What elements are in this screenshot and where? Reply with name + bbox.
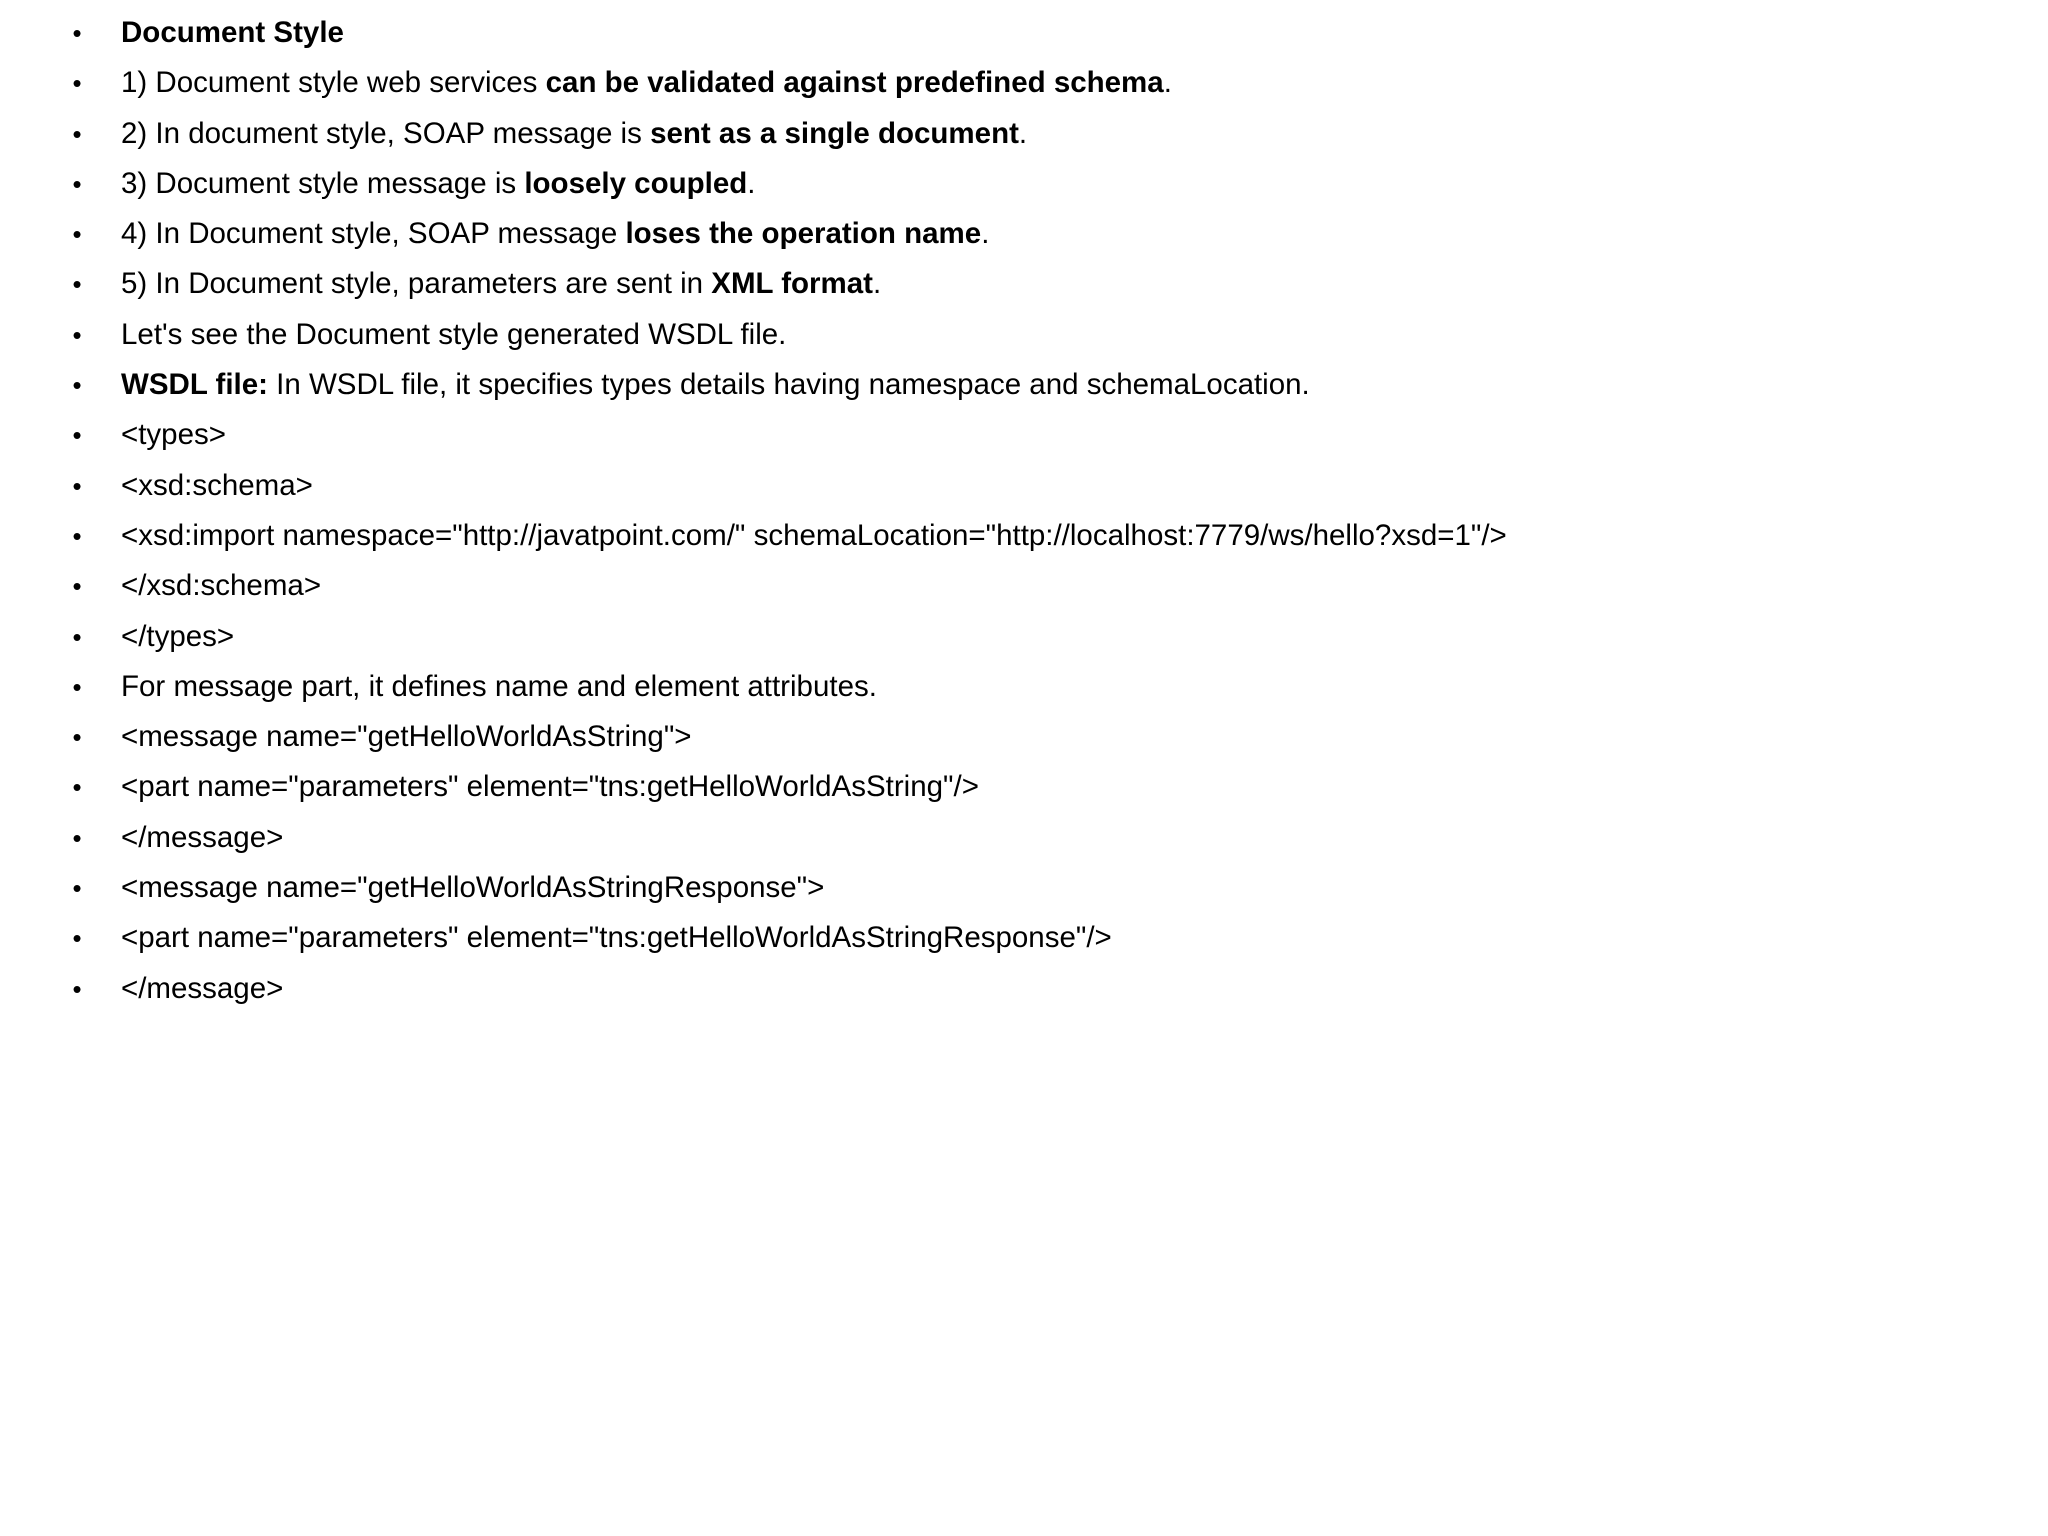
text-run: <part name="parameters" element="tns:getHelloWorldAsString"/> bbox=[121, 770, 979, 804]
text-run: . bbox=[872, 267, 882, 301]
bullet-text bbox=[121, 58, 1172, 108]
bullet-text bbox=[121, 561, 321, 611]
bullet-dot-icon: • bbox=[72, 772, 82, 803]
bullet-item bbox=[0, 813, 2048, 863]
bullet-text bbox=[121, 662, 877, 712]
bold-text-run: WSDL file: bbox=[121, 368, 268, 402]
text-run: <message name="getHelloWorldAsStringResponse"> bbox=[121, 871, 825, 905]
bullet-dot-icon: • bbox=[72, 621, 82, 652]
bullet-item bbox=[0, 863, 2048, 913]
bullet-text bbox=[121, 813, 283, 863]
text-run: . bbox=[747, 166, 756, 200]
bullet-dot-icon: • bbox=[72, 520, 82, 551]
text-run: </types> bbox=[121, 619, 235, 653]
bullet-item bbox=[0, 561, 2048, 611]
bullet-item bbox=[0, 58, 2048, 108]
text-run: 5) In Document style, parameters are sent in bbox=[121, 267, 712, 301]
bullet-dot-icon: • bbox=[72, 18, 82, 48]
text-run: In WSDL file, it specifies types details having namespace and schemaLocation. bbox=[267, 368, 1310, 402]
bullet-text bbox=[121, 209, 989, 259]
bullet-text bbox=[121, 863, 824, 913]
bullet-item bbox=[0, 511, 2048, 561]
bullet-dot-icon: • bbox=[72, 420, 82, 451]
bullet-item bbox=[0, 712, 2048, 762]
bullet-dot-icon: • bbox=[72, 973, 82, 1004]
bullet-item bbox=[0, 762, 2048, 812]
text-run: 1) Document style web services bbox=[121, 66, 546, 100]
bullet-dot-icon: • bbox=[72, 319, 82, 350]
bullet-item bbox=[0, 410, 2048, 460]
bullet-dot-icon: • bbox=[72, 68, 82, 99]
text-run: </message> bbox=[121, 820, 284, 854]
bold-text-run: can be validated against predefined schema bbox=[545, 66, 1164, 100]
text-run: . bbox=[981, 217, 990, 251]
bullet-dot-icon: • bbox=[72, 269, 82, 300]
bold-text-run: XML format bbox=[711, 267, 873, 301]
text-run: . bbox=[1018, 116, 1028, 150]
bullet-text bbox=[121, 410, 226, 460]
bullet-dot-icon: • bbox=[72, 470, 82, 501]
text-run: Let's see the Document style generated WSDL file. bbox=[121, 317, 787, 351]
bullet-item bbox=[0, 964, 2048, 1014]
bullet-item bbox=[0, 310, 2048, 360]
text-run: <xsd:import namespace="http://javatpoint.com/" schemaLocation="http://localhost:7779/ws/hello?xsd=1"/> bbox=[121, 518, 1507, 552]
bullet-item bbox=[0, 8, 2048, 58]
bullet-dot-icon: • bbox=[72, 873, 82, 904]
bullet-dot-icon: • bbox=[72, 370, 82, 401]
bullet-text bbox=[121, 612, 234, 662]
bullet-item bbox=[0, 913, 2048, 963]
text-run: For message part, it defines name and element attributes. bbox=[121, 669, 877, 703]
bullet-dot-icon: • bbox=[72, 118, 82, 149]
bullet-item bbox=[0, 662, 2048, 712]
text-run: </message> bbox=[121, 971, 284, 1005]
bullet-dot-icon: • bbox=[72, 168, 82, 199]
bold-text-run: sent as a single document bbox=[650, 116, 1019, 150]
bullet-dot-icon: • bbox=[72, 219, 82, 250]
bullet-item bbox=[0, 259, 2048, 309]
bullet-item bbox=[0, 461, 2048, 511]
bullet-item bbox=[0, 109, 2048, 159]
bullet-dot-icon: • bbox=[72, 923, 82, 954]
bullet-dot-icon: • bbox=[72, 571, 82, 602]
bullet-item bbox=[0, 360, 2048, 410]
bullet-text bbox=[121, 360, 1310, 410]
bullet-dot-icon: • bbox=[72, 822, 82, 853]
bullet-text bbox=[121, 762, 979, 812]
text-run: <message name="getHelloWorldAsString"> bbox=[121, 720, 692, 754]
text-run: 3) Document style message is bbox=[121, 166, 525, 200]
text-run: <part name="parameters" element="tns:getHelloWorldAsStringResponse"/> bbox=[121, 921, 1112, 955]
bullet-text bbox=[121, 712, 692, 762]
bullet-item bbox=[0, 612, 2048, 662]
bullet-item bbox=[0, 159, 2048, 209]
bullet-text bbox=[121, 259, 881, 309]
bullet-text bbox=[121, 913, 1112, 963]
bold-text-run: Document Style bbox=[121, 16, 344, 49]
bullet-text bbox=[121, 511, 1507, 561]
bullet-text bbox=[121, 964, 283, 1014]
bullet-list bbox=[0, 8, 2048, 1014]
bullet-text bbox=[121, 109, 1027, 159]
text-run: <xsd:schema> bbox=[121, 468, 313, 502]
text-run: </xsd:schema> bbox=[121, 569, 322, 603]
bullet-text bbox=[121, 461, 313, 511]
text-run: . bbox=[1163, 66, 1172, 100]
text-run: <types> bbox=[121, 418, 226, 452]
bold-text-run: loses the operation name bbox=[625, 217, 982, 251]
text-run: 2) In document style, SOAP message is bbox=[121, 116, 651, 150]
bullet-dot-icon: • bbox=[72, 671, 82, 702]
bullet-text bbox=[121, 8, 344, 58]
bullet-item bbox=[0, 209, 2048, 259]
bold-text-run: loosely coupled bbox=[524, 166, 748, 200]
bullet-text bbox=[121, 159, 755, 209]
text-run: 4) In Document style, SOAP message bbox=[121, 217, 626, 251]
bullet-dot-icon: • bbox=[72, 722, 82, 753]
bullet-text bbox=[121, 310, 786, 360]
